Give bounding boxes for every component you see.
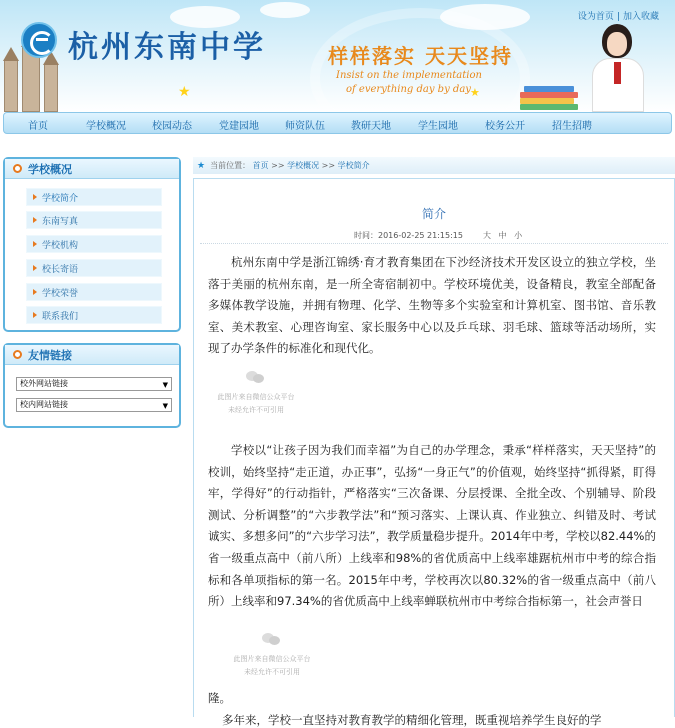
arrow-right-icon [33,289,37,295]
arrow-right-icon [33,265,37,271]
sidebar-item-label: 校长寄语 [42,264,79,275]
student-illustration [588,24,648,112]
sidebar-item-photos[interactable] [26,211,162,229]
breadcrumb-prefix: 当前位置： [210,161,251,170]
article-paragraph-partial: 多年来，学校一直坚持对教育教学的精细化管理，既重视培养学生良好的学 [222,713,602,727]
main-nav [3,112,672,134]
circle-bullet-icon [13,164,22,173]
links-panel-header [5,345,179,365]
breadcrumb-about-link[interactable]: 学校概况 [287,161,320,170]
slogan-chinese: 样样落实 天天坚持 [328,44,513,68]
font-size-small-button[interactable]: 小 [514,231,523,240]
cloud-decoration [440,4,530,30]
add-favorite-link[interactable]: 加入收藏 [622,12,659,22]
nav-item-students[interactable]: 学生园地 [418,121,458,132]
time-label: 时间： [354,231,378,240]
books-illustration [520,84,578,110]
sidebar-item-honors[interactable] [26,283,162,301]
image-placeholder-note: 此图片来自微信公众平台 [233,655,311,663]
sidebar-item-principal-message[interactable] [26,259,162,277]
font-size-switcher [483,230,527,241]
sidebar-item-label: 学校机构 [42,240,79,251]
breadcrumb-text [210,160,370,171]
article-paragraph: 杭州东南中学是浙江锦绣·育才教育集团在下沙经济技术开发区设立的独立学校，坐落于美丽的杭州东南，是一所全寄宿制初中。学校环境优美，设备精良，教室全部配备多媒体教学设施，并拥有物理、化学、生物等多个实验室和计算机室、图书馆、音乐教室、美术教室、心理咨询室、家长服务中心以及乒乓球、羽毛球、篮球等活动场所，实现了办学条件的标准化和现代化。 [208,255,656,356]
breadcrumb-separator: >> [321,161,336,170]
links-panel-title: 友情链接 [28,348,72,362]
external-links-select[interactable] [16,377,172,391]
school-name[interactable]: 杭州东南中学 [68,30,266,65]
arrow-right-icon [33,312,37,318]
breadcrumb-home-link[interactable]: 首页 [252,161,269,170]
nav-item-campus-news[interactable]: 校园动态 [152,121,192,132]
image-placeholder [222,631,322,679]
star-icon: ★ [197,160,206,171]
select-value: 校外网站链接 [20,379,68,388]
star-icon: ★ [470,86,480,99]
article-title: 简介 [421,207,446,221]
about-panel-title: 学校概况 [28,162,72,176]
nav-item-admissions[interactable]: 招生招聘 [552,121,592,132]
sidebar-item-intro[interactable] [26,188,162,206]
article-content [193,178,675,727]
font-size-medium-button[interactable]: 中 [498,231,507,240]
arrow-right-icon [33,241,37,247]
internal-links-select[interactable] [16,398,172,412]
font-size-large-button[interactable]: 大 [483,231,491,240]
set-homepage-link[interactable]: 设为首页 [577,12,614,22]
cloud-decoration [260,2,310,18]
top-links: 设为首页 | 加入收藏 [577,12,659,22]
breadcrumb [193,157,675,174]
school-logo-icon[interactable] [21,22,57,58]
nav-item-home[interactable]: 首页 [28,121,48,132]
sidebar-item-label: 联系我们 [42,311,79,322]
image-placeholder-note: 未经允许不可引用 [228,406,284,414]
arrow-right-icon [33,217,37,223]
links-panel [3,343,181,428]
sidebar-item-label: 学校荣誉 [42,288,79,299]
wechat-image-icon [246,369,266,385]
divider [200,243,668,244]
sidebar-item-label: 学校简介 [42,193,79,204]
article-paragraph: 学校以“让孩子因为我们而幸福”为自己的办学理念，秉承“样样落实，天天坚持”的校训，始终坚持“走正道，办正事”，弘扬“一身正气”的价值观，始终坚持“抓得紧，盯得牢，学得好”的行动指针，严格落实“三次备课、分层授课、全批全改、个别辅导、阶段测试、分析调整”的“六步教学法”和“预习落实、上课认真、作业独立、纠错及时、考试诚实、多想多问”的“六步学习法”，教学质量稳步提升。2014年中考，学校以82.44%的省一级重点高中（前八所）上线率和98%的省优质高中上线率雄踞杭州市中考的综合指标和各单项指标的第一名。2015年中考，学校再次以80.32%的省一级重点高中（前八所）上线率和97.34%的省优质高中上线率蝉联杭州市中考综合指标第一，社会声誉日 [208,443,656,609]
breadcrumb-current[interactable]: 学校简介 [337,161,370,170]
nav-item-affairs[interactable]: 校务公开 [485,121,525,132]
slogan-english-line1: Insist on the implementation [336,70,482,81]
circle-bullet-icon [13,350,22,359]
arrow-right-icon [33,194,37,200]
nav-item-party[interactable]: 党建园地 [219,121,259,132]
sidebar-item-contact[interactable] [26,306,162,324]
about-panel [3,157,181,332]
caret-down-icon: ▼ [162,402,168,410]
wechat-image-icon [262,631,282,647]
nav-item-faculty[interactable]: 师资队伍 [285,121,325,132]
sidebar-item-organization[interactable] [26,235,162,253]
publish-time: 2016-02-25 21:15:15 [378,231,463,240]
image-placeholder-note: 此图片来自微信公众平台 [217,393,295,401]
site-header [0,0,675,112]
star-icon: ★ [178,84,191,100]
image-placeholder-note: 未经允许不可引用 [244,668,300,676]
about-panel-header [5,159,179,179]
sidebar-item-label: 东南写真 [42,216,79,227]
image-placeholder [206,369,306,417]
nav-item-research[interactable]: 教研天地 [351,121,391,132]
nav-item-about[interactable]: 学校概况 [86,121,126,132]
article-meta [354,230,463,241]
article-paragraph-tail: 隆。 [208,691,231,705]
select-value: 校内网站链接 [20,400,68,409]
slogan-english-line2: of everything day by day [346,84,471,95]
breadcrumb-separator: >> [271,161,285,170]
caret-down-icon: ▼ [162,381,168,389]
